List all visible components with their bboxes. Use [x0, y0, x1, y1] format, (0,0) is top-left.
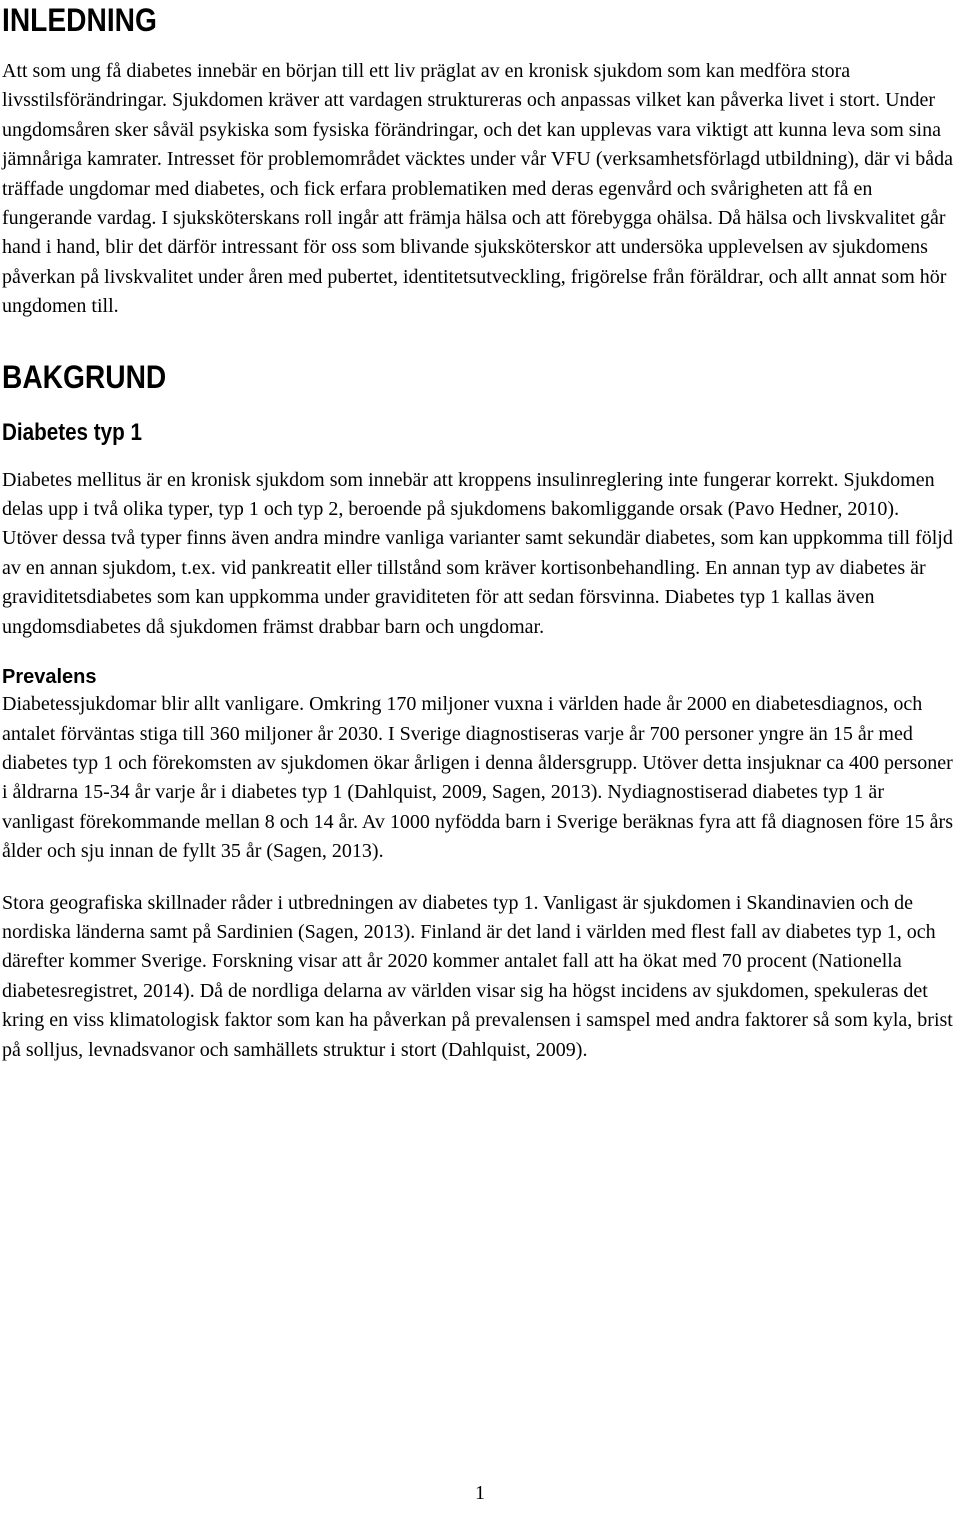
diabetes-paragraph: Diabetes mellitus är en kronisk sjukdom som innebär att kroppens insulinreglering inte fungerar korrekt. Sjukdomen delas upp i två olika typer, typ 1 och typ 2, beroende på sjukdomens bakomliggande orsak (Pavo Hedner, 2010). Utöver dessa två typer finns även andra mindre vanliga varianter samt sekundär diabetes, som kan uppkomma till följd av en annan sjukdom, t.ex. vid pankreatit eller tillstånd som kräver kortisonbehandling. En annan typ av diabetes är graviditetsdiabetes som kan uppkomma under graviditeten för att sedan försvinna. Diabetes typ 1 kallas även ungdomsdiabetes då sjukdomen främst drabbar barn och ungdomar. — [2, 468, 953, 638]
subheading-diabetes-typ-1: Diabetes typ 1 — [2, 418, 142, 446]
intro-paragraph: Att som ung få diabetes innebär en början till ett liv präglat av en kronisk sjukdom som kan medföra stora livsstilsförändringar. Sjukdomen kräver att vardagen struktureras och anpassas vilket kan påverka livet i stort. Under ungdomsåren sker såväl psykiska som fysiska förändringar, och det kan upplevas vara viktigt att kunna leva som sina jämnåriga kamrater. Intresset för problemområdet väcktes under vår VFU (verksamhetsförlagd utbildning), där vi båda träffade ungdomar med diabetes, och fick erfara problematiken med deras egenvård och svårigheten att få en fungerande vardag. I sjuksköterskans roll ingår att främja hälsa och att förebygga ohälsa. Då hälsa och livskvalitet går hand i hand, blir det därför intressant för oss som blivande sjuksköterskor att undersöka upplevelsen av sjukdomens påverkan på livskvalitet under åren med pubertet, identitetsutveckling, frigörelse från föräldrar, och allt annat som hör ungdomen till. — [2, 60, 953, 318]
heading-inledning: INLEDNING — [2, 2, 157, 38]
document-page — [2, 0, 956, 1065]
heading-prevalens: Prevalens — [2, 666, 97, 689]
prevalence-paragraph-2: Stora geografiska skillnader råder i utbredningen av diabetes typ 1. Vanligast är sjukdomen i Skandinavien och de nordiska länderna samt på Sardinien (Sagen, 2013). Finland är det land i världen med flest fall av diabetes typ 1, och därefter kommer Sverige. Forskning visar att år 2020 kommer antalet fall att ha ökat med 70 procent (Nationella diabetesregistret, 2014). Då de nordliga delarna av världen visar sig ha högst incidens av sjukdomen, spekuleras det kring en viss klimatologisk faktor som kan ha påverkan på prevalensen i samspel med andra faktorer så som kyla, brist på solljus, levnadsvanor och samhällets struktur i stort (Dahlquist, 2009). — [2, 891, 953, 1061]
prevalence-paragraph-1: Diabetessjukdomar blir allt vanligare. Omkring 170 miljoner vuxna i världen hade år 2000 en diabetesdiagnos, och antalet förväntas stiga till 360 miljoner år 2030. I Sverige diagnostiseras varje år 700 personer yngre än 15 år med diabetes typ 1 och förekomsten av sjukdomen ökar årligen i denna åldersgrupp. Utöver detta insjuknar ca 400 personer i åldrarna 15-34 år varje år i diabetes typ 1 (Dahlquist, 2009, Sagen, 2013). Nydiagnostiserad diabetes typ 1 är vanligast förekommande mellan 8 och 14 år. Av 1000 nyfödda barn i Sverige beräknas fyra att få diagnosen före 15 års ålder och sju innan de fyllt 35 år (Sagen, 2013). — [2, 693, 953, 863]
page-number: 1 — [475, 1482, 485, 1504]
heading-bakgrund: BAKGRUND — [2, 358, 167, 395]
